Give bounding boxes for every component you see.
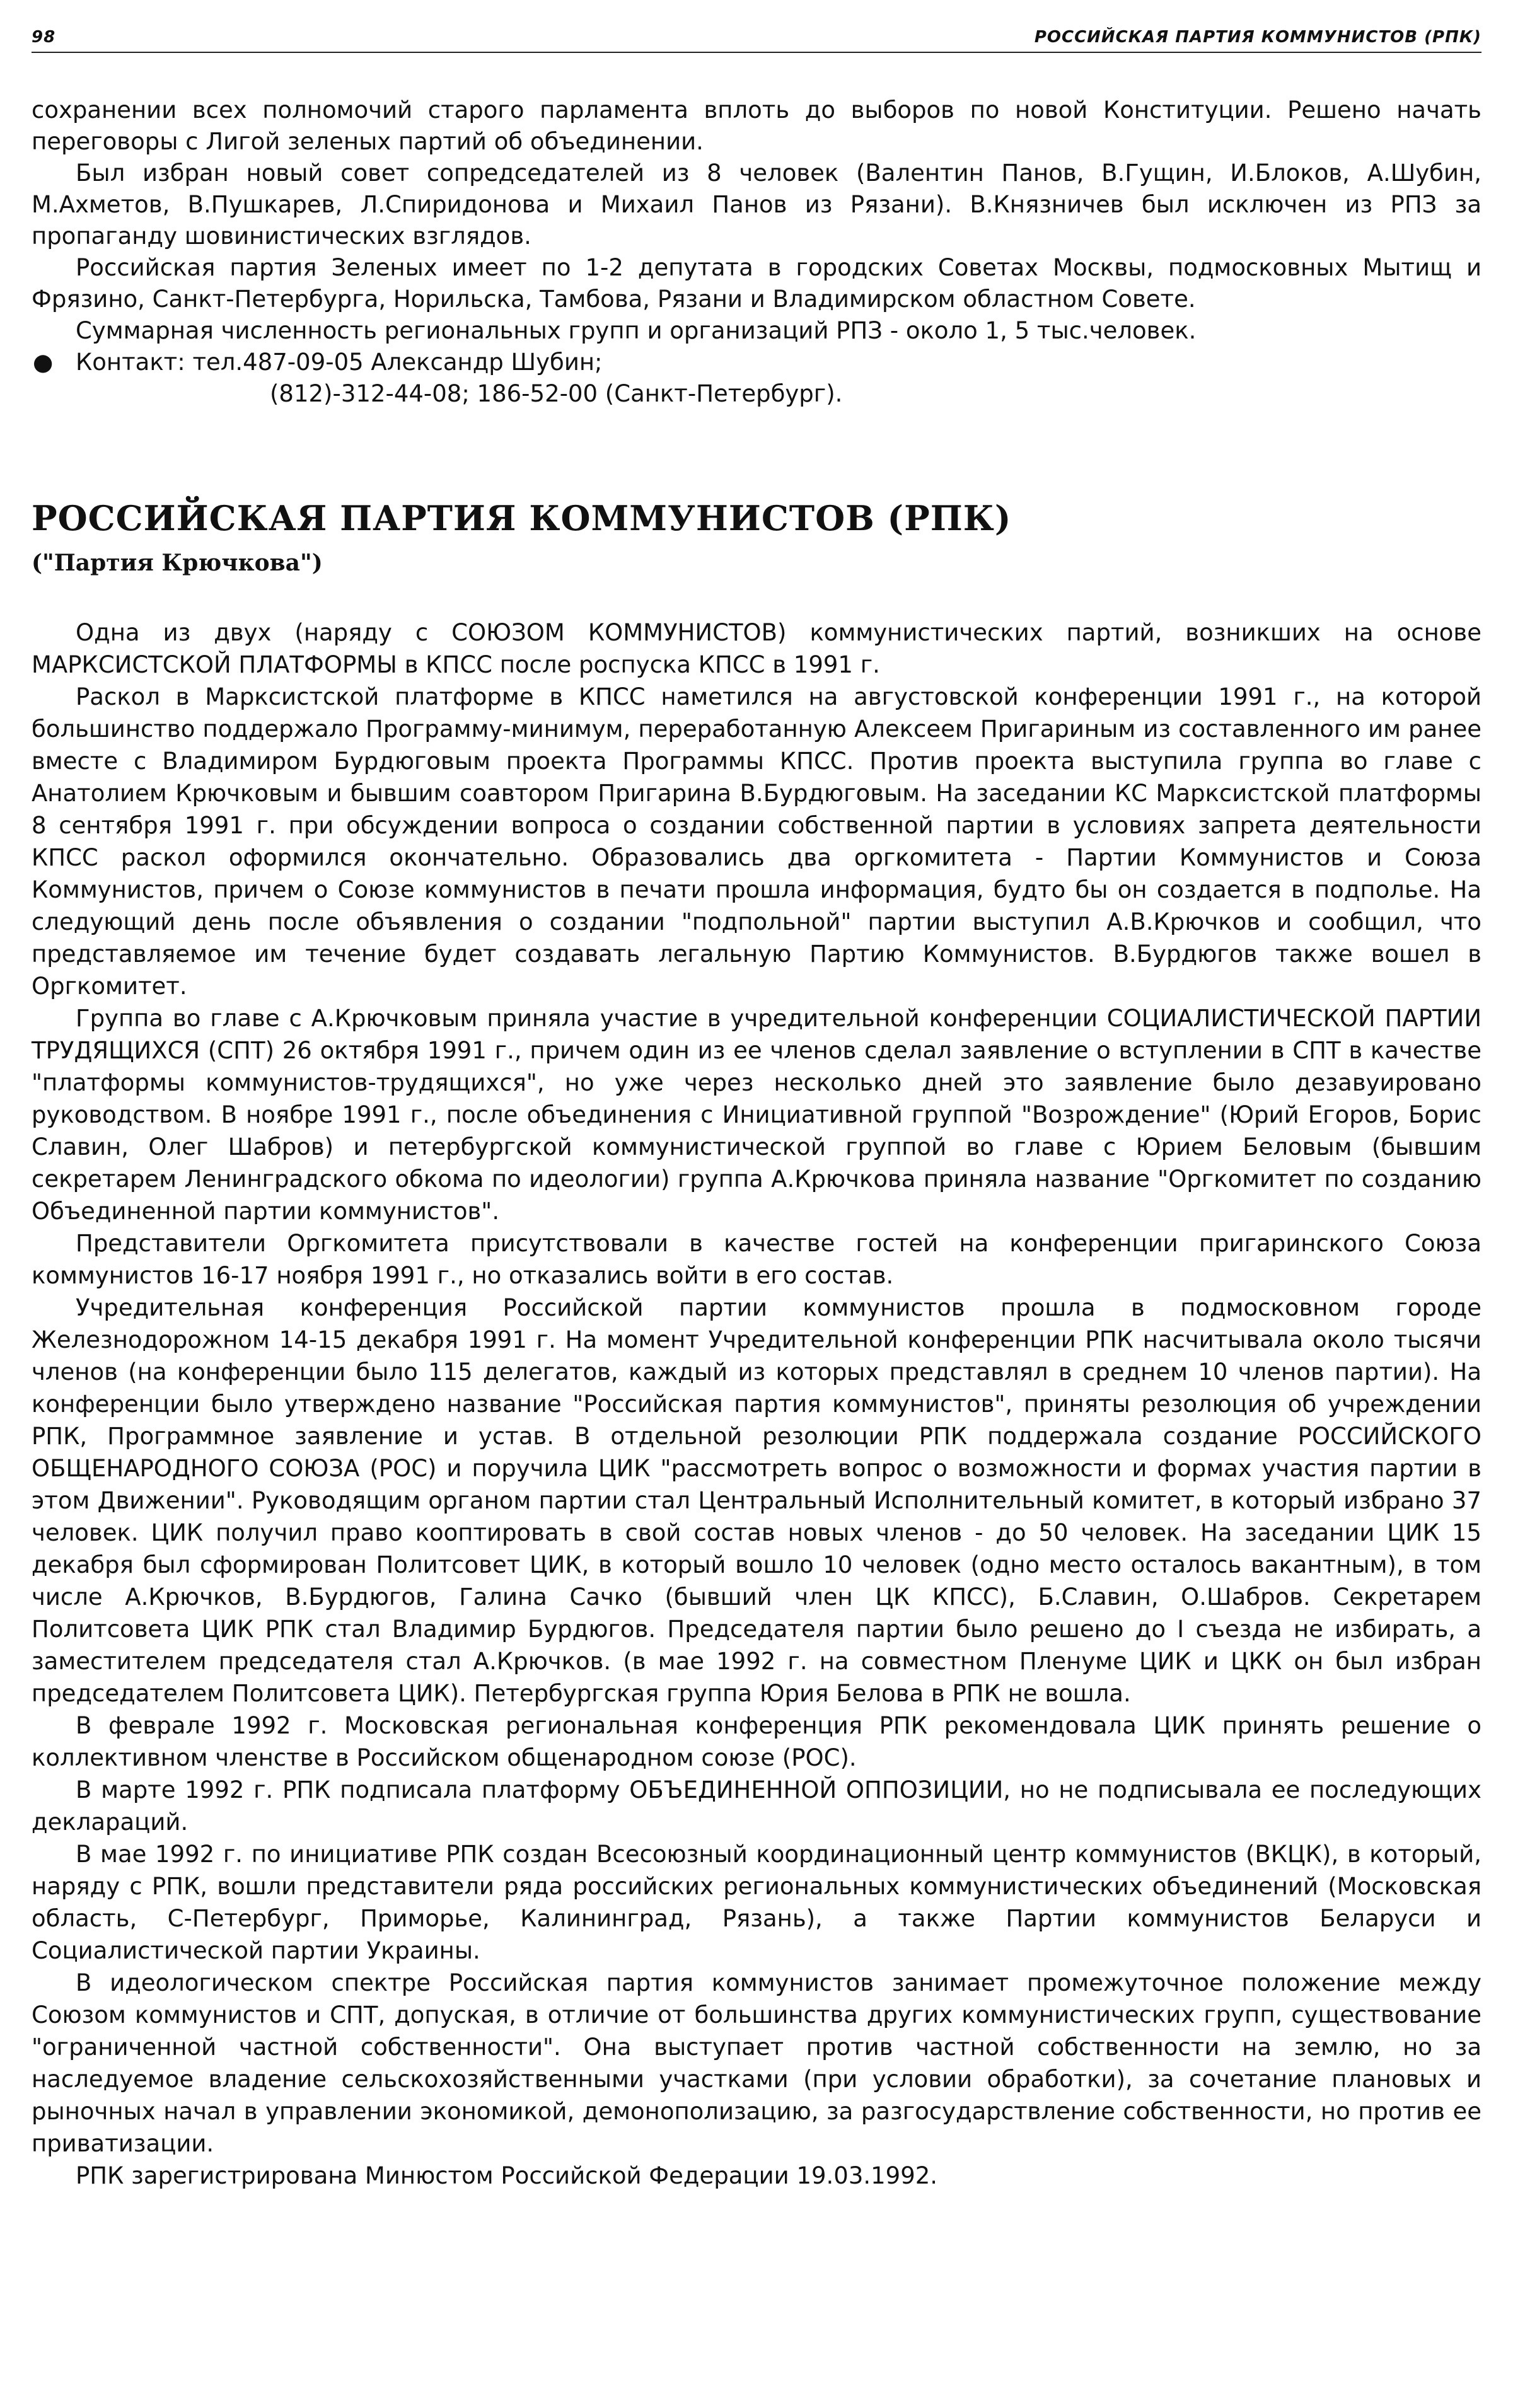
paragraph: сохранении всех полномочий старого парламента вплоть до выборов по новой Конституции. Решено начать переговоры с Лигой зеленых партий об объединении. bbox=[32, 96, 1481, 155]
section-title: РОССИЙСКАЯ ПАРТИЯ КОММУНИСТОВ (РПК) bbox=[32, 498, 1012, 538]
previous-section-continuation bbox=[32, 95, 1481, 410]
section-body bbox=[32, 616, 1481, 2192]
paragraph: В феврале 1992 г. Московская региональная конференция РПК рекомендовала ЦИК принять решение о коллективном членстве в Российском общенародном союзе (РОС). bbox=[32, 1712, 1481, 1771]
paragraph: В идеологическом спектре Российская партия коммунистов занимает промежуточное положение между Союзом коммунистов и СПТ, допуская, в отличие от большинства других коммунистических групп, существование "ограниченной частной собственности". Она выступает против частной собственности на землю, но за наследуемое владение сельскохозяйственными участками (при условии обработки), за сочетание плановых и рыночных начал в управлении экономикой, демонополизацию, за разгосударствление собственности, но против ее приватизации. bbox=[32, 1969, 1481, 2157]
contact-text: Контакт: тел.487-09-05 Александр Шубин; bbox=[76, 349, 603, 376]
paragraph: Раскол в Марксистской платформе в КПСС наметился на августовской конференции 1991 г., на которой большинство поддержало Программу-минимум, переработанную Алексеем Пригариным из составленного им ранее вместе с Владимиром Бурдюговым проекта Программы КПСС. Против проекта выступила группа во главе с Анатолием Крючковым и бывшим соавтором Пригарина В.Бурдюговым. На заседании КС Марксистской платформы 8 сентября 1991 г. при обсуждении вопроса о создании собственной партии в условиях запрета деятельности КПСС раскол оформился окончательно. Образовались два оргкомитета - Партии Коммунистов и Союза Коммунистов, причем о Союзе коммунистов в печати прошла информация, будто бы он создается в подполье. На следующий день после объявления о создании "подпольной" партии выступил А.В.Крючков и сообщил, что представляемое им течение будет создавать легальную Партию Коммунистов. В.Бурдюгов также вошел в Оргкомитет. bbox=[32, 683, 1481, 1000]
paragraph: Был избран новый совет сопредседателей из 8 человек (Валентин Панов, В.Гущин, И.Блоков, А.Шубин, М.Ахметов, В.Пушкарев, Л.Спиридонова и Михаил Панов из Рязани). В.Князничев был исключен из РПЗ за пропаганду шовинистических взглядов. bbox=[32, 159, 1481, 250]
paragraph: В марте 1992 г. РПК подписала платформу ОБЪЕДИНЕННОЙ ОППОЗИЦИИ, но не подписывала ее последующих деклараций. bbox=[32, 1776, 1481, 1836]
paragraph: Одна из двух (наряду с СОЮЗОМ КОММУНИСТОВ) коммунистических партий, возникших на основе МАРКСИСТСКОЙ ПЛАТФОРМЫ в КПСС после роспуска КПСС в 1991 г. bbox=[32, 619, 1481, 678]
paragraph: РПК зарегистрирована Минюстом Российской Федерации 19.03.1992. bbox=[76, 2162, 938, 2189]
page-number: 98 bbox=[32, 28, 56, 47]
paragraph: Учредительная конференция Российской партии коммунистов прошла в подмосковном городе Железнодорожном 14-15 декабря 1991 г. На момент Учредительной конференции РПК насчитывала около тысячи членов (на конференции было 115 делегатов, каждый из которых представлял в среднем 10 членов партии). На конференции было утверждено название "Российская партия коммунистов", приняты резолюция об учреждении РПК, Программное заявление и устав. В отдельной резолюции РПК поддержала создание РОССИЙСКОГО ОБЩЕНАРОДНОГО СОЮЗА (РОС) и поручила ЦИК "рассмотреть вопрос о возможности и формах участия партии в этом Движении". Руководящим органом партии стал Центральный Исполнительный комитет, в который избрано 37 человек. ЦИК получил право кооптировать в свой состав новых членов - до 50 человек. На заседании ЦИК 15 декабря был сформирован Политсовет ЦИК, в который вошло 10 человек (одно место осталось вакантным), в том числе А.Крючков, В.Бурдюгов, Галина Сачко (бывший член ЦК КПСС), Б.Славин, О.Шабров. Секретарем Политсовета ЦИК РПК стал Владимир Бурдюгов. Председателя партии было решено до I съезда не избирать, а заместителем председателя стал А.Крючков. (в мае 1992 г. на совместном Пленуме ЦИК и ЦКК он был избран председателем Политсовета ЦИК). Петербургская группа Юрия Белова в РПК не вошла. bbox=[32, 1294, 1481, 1707]
paragraph: Представители Оргкомитета присутствовали в качестве гостей на конференции пригаринского Союза коммунистов 16-17 ноября 1991 г., но отказались войти в его состав. bbox=[32, 1230, 1481, 1289]
contact-line bbox=[32, 347, 1481, 378]
running-title: РОССИЙСКАЯ ПАРТИЯ КОММУНИСТОВ (РПК) bbox=[1034, 28, 1481, 47]
section-subtitle: ("Партия Крючкова") bbox=[32, 550, 323, 576]
bullet-icon: ● bbox=[33, 349, 54, 376]
paragraph: Суммарная численность региональных групп и организаций РПЗ - около 1, 5 тыс.человек. bbox=[76, 317, 1197, 344]
running-header bbox=[32, 25, 1481, 50]
header-rule bbox=[32, 52, 1481, 53]
contact-line-2: (812)-312-44-08; 186-52-00 (Санкт-Петербург). bbox=[270, 380, 843, 407]
paragraph: В мае 1992 г. по инициативе РПК создан Всесоюзный координационный центр коммунистов (ВКЦК), в который, наряду с РПК, вошли представители ряда российских региональных коммунистических объединений (Московская область, С-Петербург, Приморье, Калининград, Рязань), а также Партии коммунистов Беларуси и Социалистической партии Украины. bbox=[32, 1841, 1481, 1964]
paragraph: Группа во главе с А.Крючковым приняла участие в учредительной конференции СОЦИАЛИСТИЧЕСКОЙ ПАРТИИ ТРУДЯЩИХСЯ (СПТ) 26 октября 1991 г., причем один из ее членов сделал заявление о вступлении в СПТ в качестве "платформы коммунистов-трудящихся", но уже через несколько дней это заявление было дезавуировано руководством. В ноябре 1991 г., после объединения с Инициативной группой "Возрождение" (Юрий Егоров, Борис Славин, Олег Шабров) и петербургской коммунистической группой во главе с Юрием Беловым (бывшим секретарем Ленинградского обкома по идеологии) группа А.Крючкова приняла название "Оргкомитет по созданию Объединенной партии коммунистов". bbox=[32, 1005, 1481, 1225]
paragraph: Российская партия Зеленых имеет по 1-2 депутата в городских Советах Москвы, подмосковных Мытищ и Фрязино, Санкт-Петербурга, Норильска, Тамбова, Рязани и Владимирском областном Совете. bbox=[32, 254, 1481, 313]
